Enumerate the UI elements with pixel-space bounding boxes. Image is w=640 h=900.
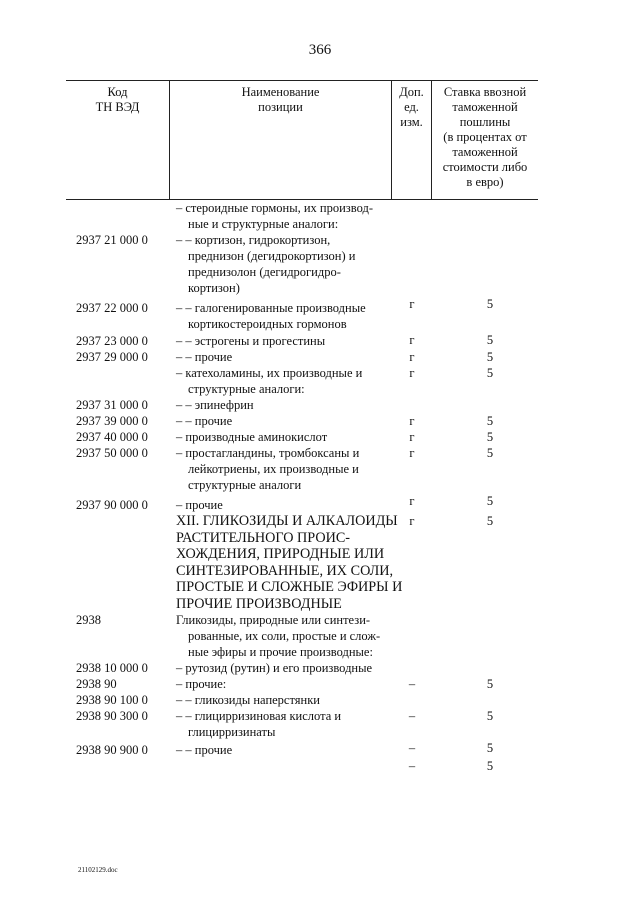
position-name-line: – стероидные гормоны, их производ- [176, 201, 373, 215]
header-rate-text: таможенной [452, 100, 518, 114]
table-row [0, 742, 640, 773]
position-name-line: – – глицирризиновая кислота и [176, 709, 342, 723]
tnved-code: 2938 10 000 0 [76, 661, 148, 675]
table-row [0, 676, 640, 692]
position-name [176, 497, 391, 513]
position-name [176, 200, 391, 232]
header-name-text: Наименование [241, 85, 320, 99]
header-unit-text: Доп. [399, 85, 424, 99]
header-name-column [170, 81, 392, 199]
tnved-code: 2938 [76, 613, 101, 627]
additional-unit: г [409, 514, 415, 528]
duty-rate: 5 [486, 446, 494, 460]
header-name-text: позиции [258, 100, 303, 114]
header-unit-column [392, 81, 432, 199]
tnved-code: 2937 23 000 0 [76, 334, 148, 348]
header-rate-column [432, 81, 538, 199]
position-name [176, 429, 391, 445]
position-name [176, 413, 391, 429]
tnved-code: 2937 22 000 0 [76, 301, 148, 315]
position-name-line: – – эстрогены и прогестины [176, 334, 326, 348]
duty-rate: 5 [486, 333, 494, 347]
header-rate-text: в евро) [466, 175, 504, 189]
position-name-line: ные эфиры и прочие производные: [188, 645, 373, 659]
duty-rate: 5 [486, 709, 494, 723]
position-name [176, 660, 391, 676]
position-name-line: лейкотриены, их производные и [188, 462, 359, 476]
section-title-line: СИНТЕЗИРОВАННЫЕ, ИХ СОЛИ, [176, 562, 394, 579]
additional-unit: г [409, 350, 415, 364]
position-name [176, 742, 391, 758]
duty-rate: 5 [486, 430, 494, 444]
duty-rate: 5 [486, 414, 494, 428]
position-name [176, 397, 391, 413]
table-row [0, 200, 640, 232]
position-name [176, 676, 391, 692]
header-rate-text: таможенной [452, 145, 518, 159]
position-name [176, 300, 391, 332]
position-name-line: – – гликозиды наперстянки [176, 693, 320, 707]
position-name [176, 349, 391, 365]
header-rate-text: пошлины [459, 115, 511, 129]
position-name-line: – – прочие [176, 350, 233, 364]
section-title-line: ПРОСТЫЕ И СЛОЖНЫЕ ЭФИРЫ И [176, 579, 403, 595]
header-rate-text: Ставка ввозной [443, 85, 527, 99]
tnved-code: 2938 90 100 0 [76, 693, 148, 707]
tnved-code: 2937 50 000 0 [76, 446, 148, 460]
position-name-line: преднизолон (дегидрогидро- [188, 265, 341, 279]
additional-unit: – [408, 677, 416, 691]
position-name-line: – – прочие [176, 743, 233, 757]
section-title-line: XII. ГЛИКОЗИДЫ И АЛКАЛОИДЫ [176, 513, 398, 529]
position-name-line: кортикостероидных гормонов [188, 317, 347, 331]
tnved-code: 2937 29 000 0 [76, 350, 148, 364]
position-name-line: Гликозиды, природные или синтези- [176, 613, 371, 627]
header-code-column [66, 81, 170, 199]
position-name [176, 612, 391, 660]
additional-unit: г [409, 366, 415, 380]
position-name-line: – производные аминокислот [176, 430, 328, 444]
position-name-line: – прочие [176, 498, 223, 512]
tnved-code: 2937 39 000 0 [76, 414, 148, 428]
additional-unit: г [409, 333, 415, 347]
position-name-line: – – кортизон, гидрокортизон, [176, 233, 331, 247]
position-name [176, 692, 391, 708]
table-header [66, 80, 538, 200]
tnved-code: 2938 90 [76, 677, 117, 691]
page-number: 366 [308, 42, 332, 58]
additional-unit: г [409, 430, 415, 444]
section-title-line: ПРОЧИЕ ПРОИЗВОДНЫЕ [176, 595, 342, 612]
tnved-code: 2938 90 300 0 [76, 709, 148, 723]
additional-unit: – [408, 709, 416, 723]
duty-rate: 5 [486, 297, 494, 311]
header-code-text: ТН ВЭД [95, 100, 140, 114]
position-name-line: – – галогенированные производные [176, 301, 366, 315]
position-name [176, 365, 391, 397]
position-name [176, 333, 391, 349]
position-name [176, 708, 391, 740]
tnved-code: 2937 21 000 0 [76, 233, 148, 247]
header-unit-text: изм. [400, 115, 423, 129]
tnved-code: 2937 40 000 0 [76, 430, 148, 444]
header-rate-text: стоимости либо [442, 160, 528, 174]
tnved-code: 2937 90 000 0 [76, 498, 148, 512]
duty-rate: 5 [486, 514, 494, 528]
position-name-line: – – эпинефрин [176, 398, 254, 412]
duty-rate: 5 [486, 494, 494, 508]
table-row [0, 612, 640, 660]
position-name-line: – простагландины, тромбоксаны и [176, 446, 360, 460]
position-name-line: – – прочие [176, 414, 233, 428]
position-name-line: ные и структурные аналоги: [188, 217, 339, 231]
position-name-line: – рутозид (рутин) и его производные [176, 661, 373, 675]
section-title-line: РАСТИТЕЛЬНОГО ПРОИС- [176, 529, 351, 546]
additional-unit: г [409, 494, 415, 508]
position-name-line: – прочие: [176, 677, 227, 691]
position-name [176, 232, 391, 296]
position-name-line: глицирризинаты [188, 725, 276, 739]
duty-rate: 5 [486, 741, 494, 755]
table-row [0, 365, 640, 397]
duty-rate: 5 [486, 677, 494, 691]
section-title-line: ХОЖДЕНИЯ, ПРИРОДНЫЕ ИЛИ [176, 546, 385, 562]
position-name [176, 445, 391, 493]
additional-unit: г [409, 446, 415, 460]
position-name-line: структурные аналоги: [188, 382, 305, 396]
header-unit-text: ед. [404, 100, 419, 114]
position-name-line: кортизон) [188, 281, 240, 295]
tariff-table-body [0, 200, 640, 773]
additional-unit: – [408, 759, 416, 773]
duty-rate: 5 [486, 759, 494, 773]
additional-unit: – [408, 741, 416, 755]
header-rate-text: (в процентах от [443, 130, 527, 144]
duty-rate: 5 [486, 366, 494, 380]
position-name-line: – катехоламины, их производные и [176, 366, 363, 380]
position-name-line: преднизон (дегидрокортизон) и [188, 249, 356, 263]
position-name-line: рованные, их соли, простые и слож- [188, 629, 381, 643]
tnved-code: 2937 31 000 0 [76, 398, 148, 412]
position-name-line: структурные аналоги [188, 478, 302, 492]
tnved-code: 2938 90 900 0 [76, 743, 148, 757]
section-title [176, 513, 403, 612]
additional-unit: г [409, 297, 415, 311]
duty-rate: 5 [486, 350, 494, 364]
header-code-text: Код [107, 85, 128, 99]
additional-unit: г [409, 414, 415, 428]
document-filename: 21102129.doc [78, 866, 118, 874]
section-heading [0, 513, 640, 612]
